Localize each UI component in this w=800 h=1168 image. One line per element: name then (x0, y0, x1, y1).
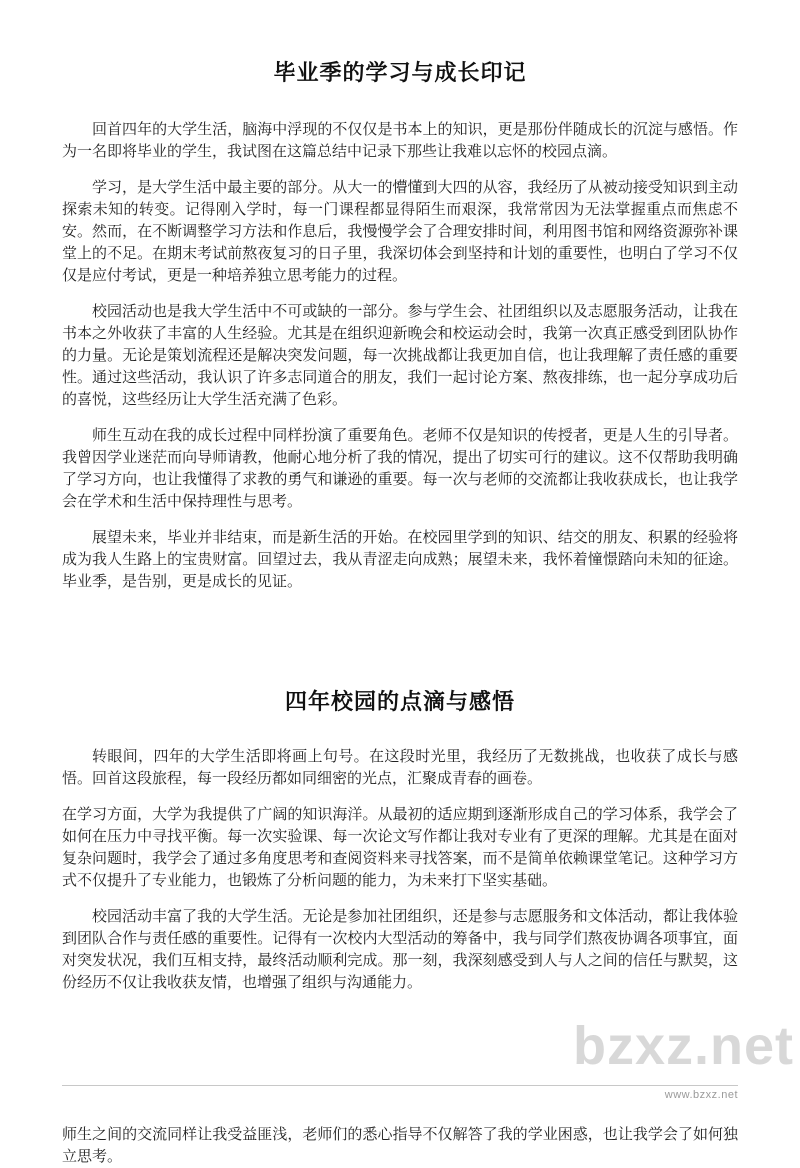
essay1-paragraph-5: 展望未来，毕业并非结束，而是新生活的开始。在校园里学到的知识、结交的朋友、积累的经验将成为我人生路上的宝贵财富。回望过去，我从青涩走向成熟；展望未来，我怀着憧憬踏向未知的征途。毕业季，是告别，更是成长的见证。 (62, 530, 738, 590)
essay2-paragraph-3: 校园活动丰富了我的大学生活。无论是参加社团组织，还是参与志愿服务和文体活动，都让我体验到团队合作与责任感的重要性。记得有一次校内大型活动的筹备中，我与同学们熬夜协调各项事宜，面对突发状况，我们互相支持，最终活动顺利完成。那一刻，我深刻感受到人与人之间的信任与默契，这份经历不仅让我收获友情，也增强了组织与沟通能力。 (62, 909, 738, 991)
essay2-title: 四年校园的点滴与感悟 (284, 689, 515, 714)
site-watermark: bzxz.net (572, 1016, 794, 1076)
essay1-paragraph-4: 师生互动在我的成长过程中同样扮演了重要角色。老师不仅是知识的传授者，更是人生的引导者。我曾因学业迷茫而向导师请教，他耐心地分析了我的情况，提出了切实可行的建议。这不仅帮助我明确了学习方向，也让我懂得了求教的勇气和谦逊的重要。每一次与老师的交流都让我收获成长，也让我学会在学术和生活中保持理性与思考。 (62, 428, 738, 510)
page-footer (62, 1085, 738, 1101)
essay1-paragraph-2: 学习，是大学生活中最主要的部分。从大一的懵懂到大四的从容，我经历了从被动接受知识到主动探索未知的转变。记得刚入学时，每一门课程都显得陌生而艰深，我常常因为无法掌握重点而焦虑不安。然而，在不断调整学习方法和作息后，我慢慢学会了合理安排时间，利用图书馆和网络资源弥补课堂上的不足。在期末考试前熬夜复习的日子里，我深切体会到坚持和计划的重要性，也明白了学习不仅仅是应付考试，更是一种培养独立思考能力的过程。 (62, 180, 738, 284)
essay2-paragraph-2: 在学习方面，大学为我提供了广阔的知识海洋。从最初的适应期到逐渐形成自己的学习体系，我学会了如何在压力中寻找平衡。每一次实验课、每一次论文写作都让我对专业有了更深的理解。尤其是在面对复杂问题时，我学会了通过多角度思考和查阅资料来寻找答案，而不是简单依赖课堂笔记。这种学习方式不仅提升了专业能力，也锻炼了分析问题的能力，为未来打下坚实基础。 (62, 807, 738, 889)
essay1-paragraph-1: 回首四年的大学生活，脑海中浮现的不仅仅是书本上的知识，更是那份伴随成长的沉淀与感悟。作为一名即将毕业的学生，我试图在这篇总结中记录下那些让我难以忘怀的校园点滴。 (62, 122, 738, 160)
footer-site-url: www.bzxz.net (664, 1089, 738, 1101)
essay1-title: 毕业季的学习与成长印记 (273, 60, 527, 85)
footer-divider (62, 1085, 738, 1086)
clipped-next-page-line: 师生之间的交流同样让我受益匪浅，老师们的悉心指导不仅解答了我的学业困惑，也让我学会了如何独立思考。 (62, 1127, 738, 1165)
essay2-paragraph-1: 转眼间，四年的大学生活即将画上句号。在这段时光里，我经历了无数挑战，也收获了成长与感悟。回首这段旅程，每一段经历都如同细密的光点，汇聚成青春的画卷。 (62, 749, 738, 787)
essay1-paragraph-3: 校园活动也是我大学生活中不可或缺的一部分。参与学生会、社团组织以及志愿服务活动，让我在书本之外收获了丰富的人生经验。尤其是在组织迎新晚会和校运动会时，我第一次真正感受到团队协作的力量。无论是策划流程还是解决突发问题，每一次挑战都让我更加自信，也让我理解了责任感的重要性。通过这些活动，我认识了许多志同道合的朋友，我们一起讨论方案、熬夜排练，也一起分享成功后的喜悦，这些经历让大学生活充满了色彩。 (62, 304, 738, 408)
